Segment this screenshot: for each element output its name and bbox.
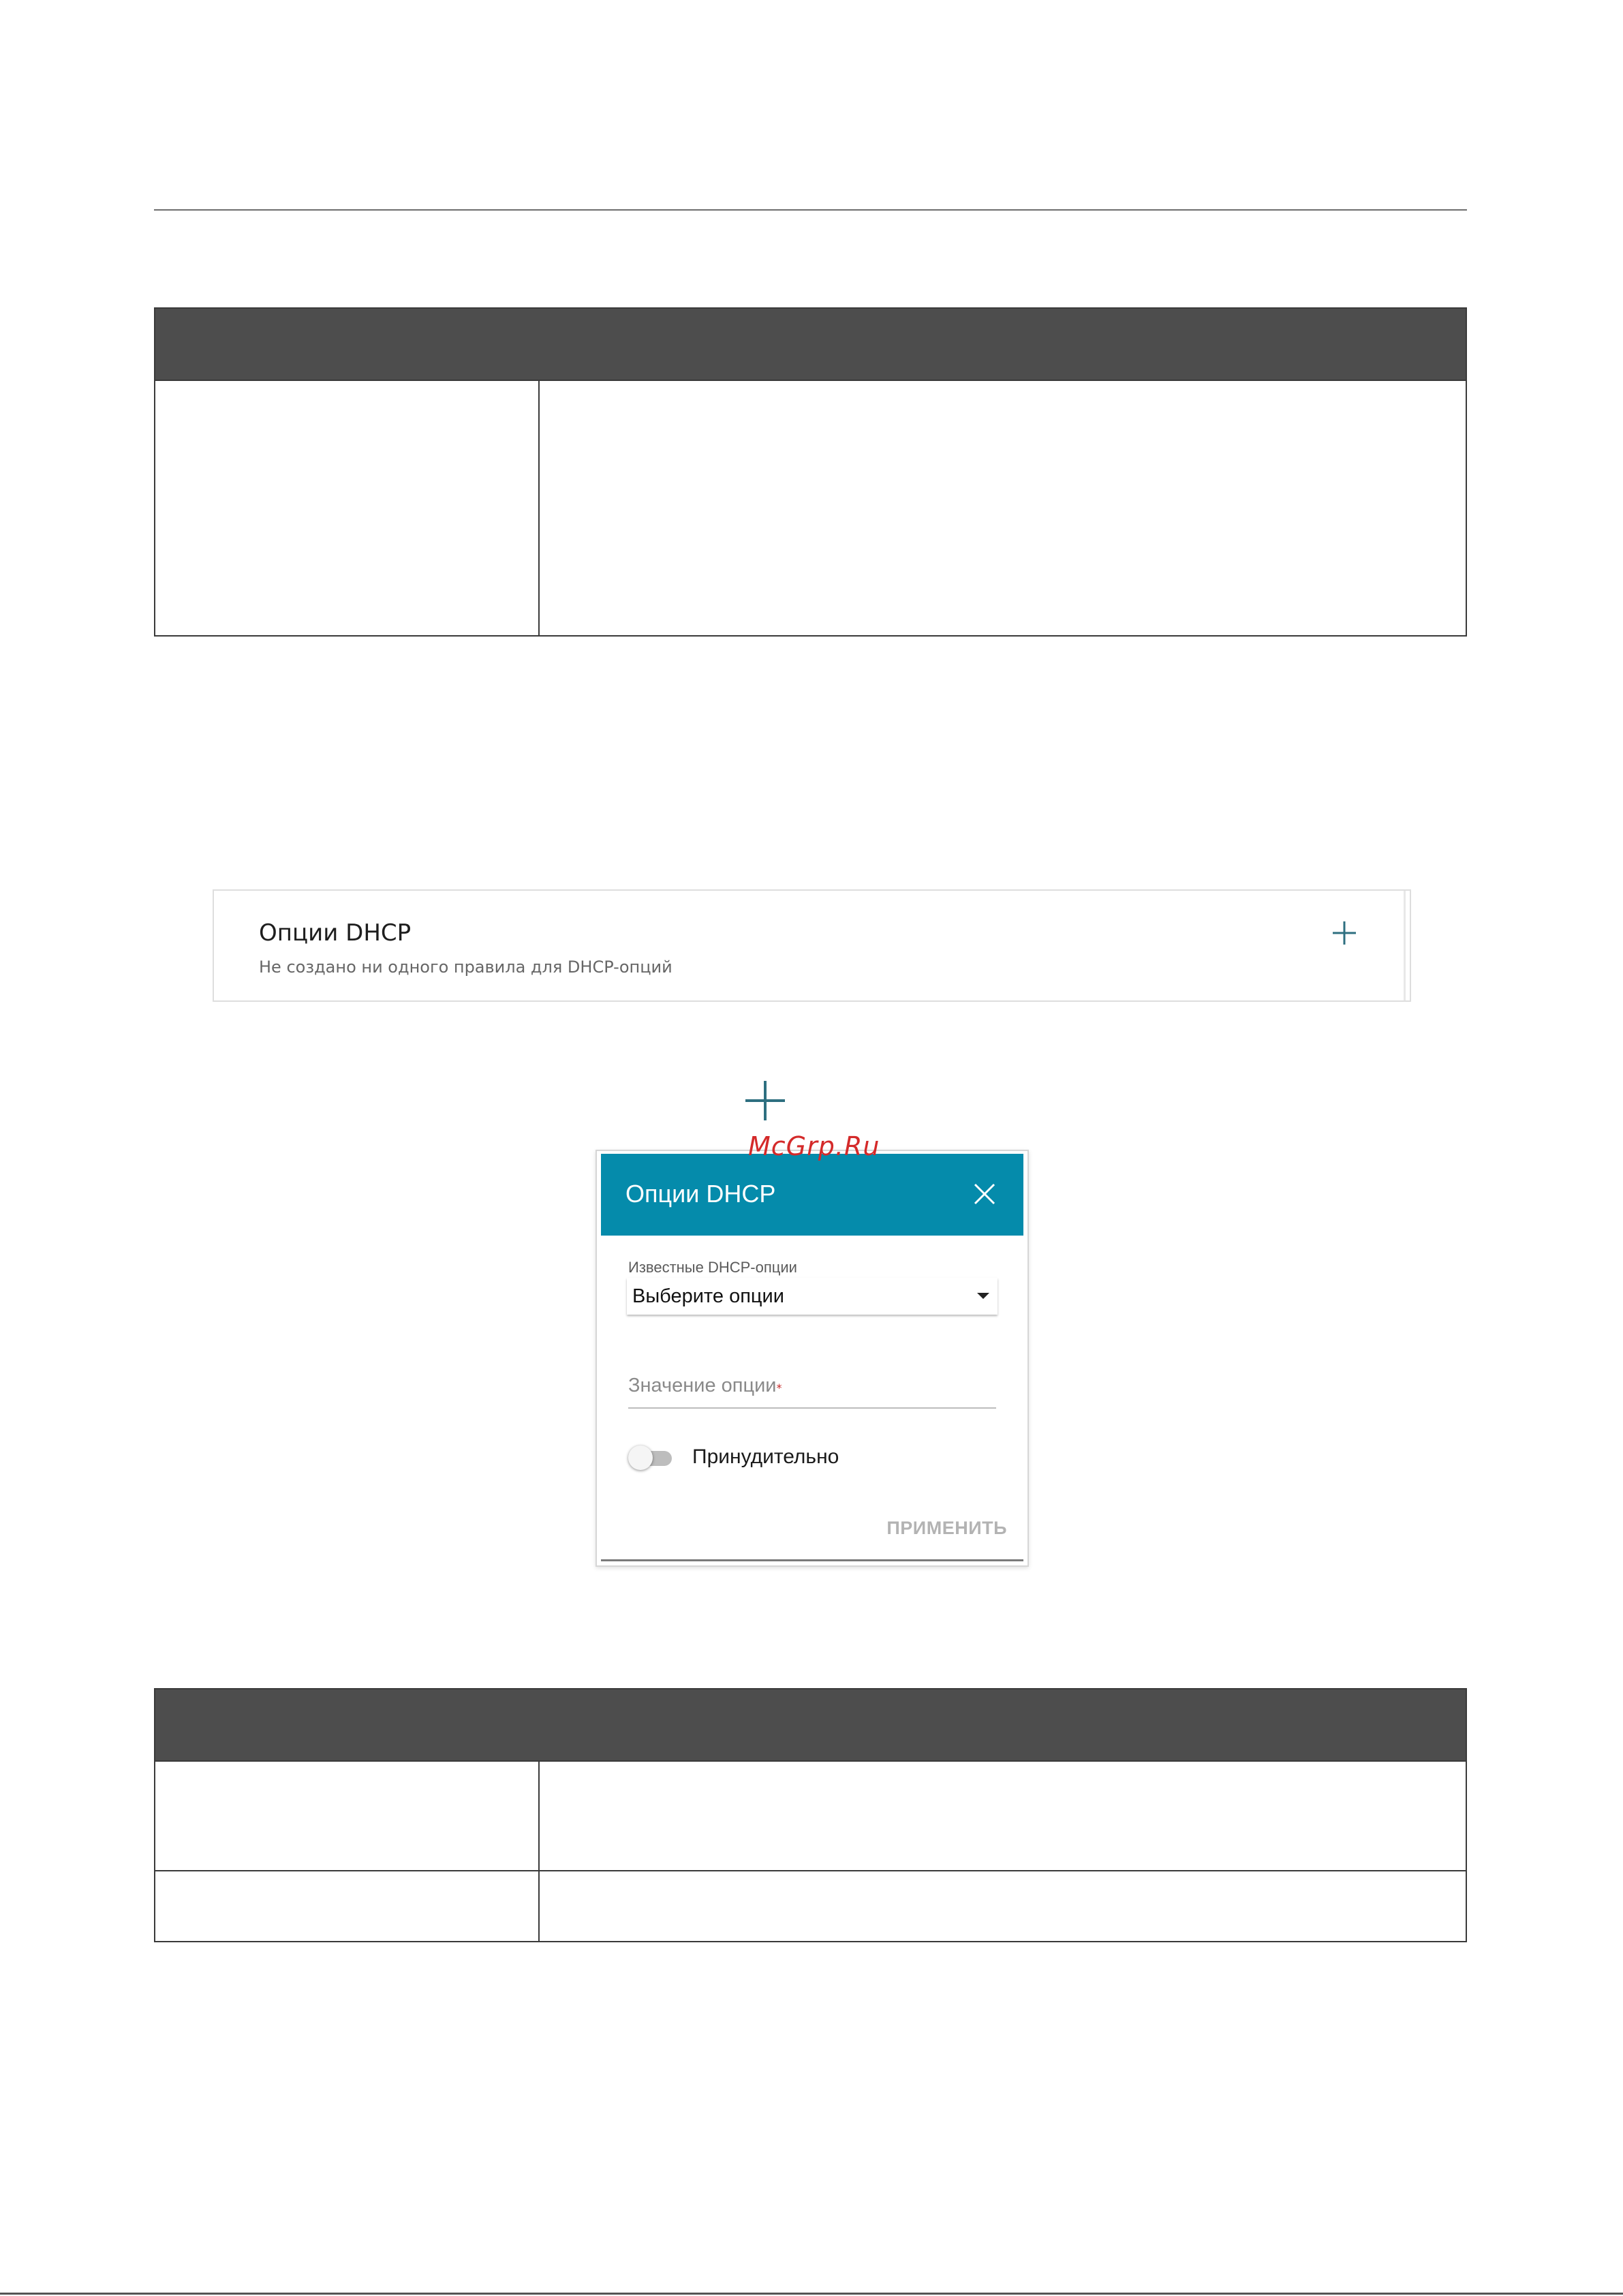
dialog-title: Опции DHCP [625, 1180, 776, 1208]
page-bottom-divider [0, 2293, 1623, 2295]
toggle-knob [628, 1445, 653, 1470]
close-icon[interactable] [973, 1182, 996, 1206]
force-toggle-label: Принудительно [692, 1445, 839, 1468]
plus-icon[interactable] [1331, 919, 1358, 947]
force-toggle[interactable] [628, 1444, 672, 1471]
known-options-select[interactable] [627, 1278, 998, 1315]
table-header [155, 1689, 1466, 1760]
parameters-table-1 [154, 307, 1467, 637]
plus-icon [744, 1080, 786, 1122]
dhcp-option-dialog [596, 1150, 1029, 1567]
table-cell-parameter [155, 1871, 540, 1941]
parameters-table-2 [154, 1688, 1467, 1942]
top-divider [154, 209, 1467, 211]
table-row [155, 1870, 1466, 1941]
chevron-down-icon [977, 1293, 989, 1299]
option-value-placeholder: Значение опции [628, 1375, 777, 1396]
table-cell-parameter [155, 1762, 540, 1870]
card-subtitle: Не создано ни одного правила для DHCP-опций [259, 958, 673, 977]
watermark: McGrp.Ru [748, 1131, 880, 1161]
table-row [155, 380, 1466, 635]
required-mark: * [776, 1381, 782, 1394]
card-title: Опции DHCP [259, 919, 412, 947]
dialog-bottom-divider [601, 1559, 1023, 1561]
apply-button[interactable]: ПРИМЕНИТЬ [886, 1518, 1007, 1538]
option-value-input[interactable] [628, 1375, 996, 1409]
table-header [155, 309, 1466, 380]
table-cell-description [540, 1871, 1466, 1941]
dialog-header [601, 1154, 1023, 1236]
table-cell-parameter [155, 381, 540, 635]
table-cell-description [540, 1762, 1466, 1870]
known-options-label: Известные DHCP-опции [628, 1259, 797, 1276]
known-options-value: Выберите опции [632, 1285, 784, 1307]
table-row [155, 1760, 1466, 1870]
dhcp-options-card [213, 889, 1411, 1002]
table-cell-description [540, 381, 1466, 635]
